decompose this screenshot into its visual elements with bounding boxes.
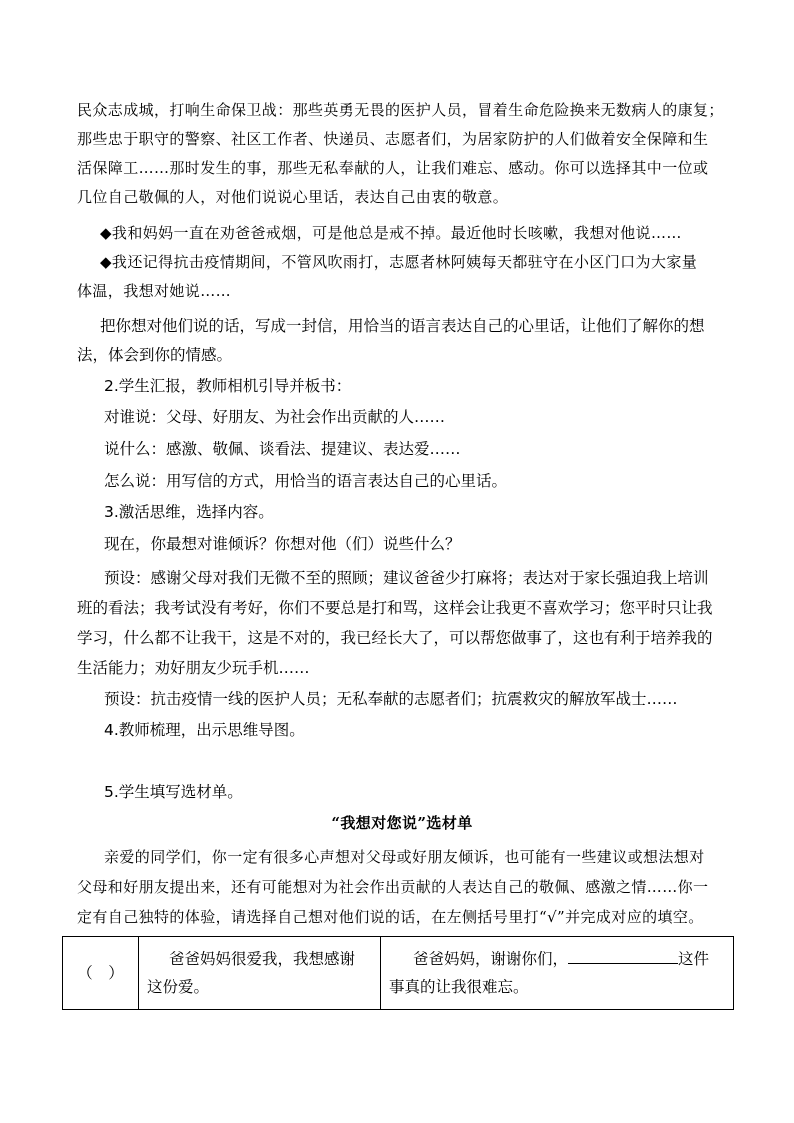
step-5: 5.学生填写选材单。 (104, 783, 243, 801)
board-who: 对谁说：父母、好朋友、为社会作出贡献的人…… (104, 408, 446, 426)
preset-1-line-3: 学习，什么都不让我干，这是不对的，我已经长大了，可以帮您做事了，这也有利于培养我的 (77, 629, 713, 647)
bullet-item-2-line-1: ◆我还记得抗击疫情期间，不管风吹雨打，志愿者林阿姨每天都驻守在小区门口为大家量 (100, 253, 698, 271)
right-cell (381, 937, 734, 1010)
right-prefix: 爸爸妈妈，谢谢你们， (413, 950, 569, 968)
preset-1-line-2: 班的看法；我考试没有考好，你们不要总是打和骂，这样会让我更不喜欢学习；您平时只让我 (77, 599, 713, 617)
sheet-intro-line-3: 定有自己独特的体验，请选择自己想对他们说的话，在左侧括号里打“√”并完成对应的填空。 (77, 908, 704, 926)
board-how: 怎么说：用写信的方式，用恰当的语言表达自己的心里话。 (104, 472, 508, 490)
step-4: 4.教师梳理，出示思维导图。 (104, 721, 305, 739)
checkbox-bracket-cell[interactable] (63, 937, 139, 1010)
sheet-title: “我想对您说”选材单 (331, 814, 473, 832)
checkbox-bracket[interactable]: （ ） (77, 964, 124, 982)
fill-blank[interactable] (568, 949, 678, 964)
sheet-intro-line-1: 亲爱的同学们，你一定有很多心声想对父母或好朋友倾诉，也可能有一些建议或想法想对 (104, 848, 705, 866)
bullet-item-2-line-2: 体温，我想对她说…… (77, 282, 232, 300)
right-line-1 (389, 945, 733, 973)
bullet-item-1: ◆我和妈妈一直在劝爸爸戒烟，可是他总是戒不掉。最近他时长咳嗽，我想对他说…… (100, 224, 682, 242)
intro-line-3: 活保障工……那时发生的事，那些无私奉献的人，让我们难忘、感动。你可以选择其中一位或 (77, 159, 709, 177)
preset-1-line-4: 生活能力；劝好朋友少玩手机…… (77, 659, 310, 677)
letter-line-1: 把你想对他们说的话，写成一封信，用恰当的语言表达自己的心里话，让他们了解你的想 (100, 317, 705, 335)
right-suffix: 这件 (678, 950, 710, 968)
intro-line-1: 民众志成城，打响生命保卫战：那些英勇无畏的医护人员，冒着生命危险换来无数病人的康复； (77, 101, 724, 119)
intro-line-4: 几位自己敬佩的人，对他们说说心里话，表达自己由衷的敬意。 (77, 188, 509, 206)
letter-line-2: 法，体会到你的情感。 (77, 346, 233, 364)
step-3: 3.激活思维，选择内容。 (104, 503, 274, 521)
board-what: 说什么：感激、敬佩、谈看法、提建议、表达爱…… (104, 440, 461, 458)
step-2: 2.学生汇报，教师相机引导并板书： (104, 377, 352, 395)
question: 现在，你最想对谁倾诉？你想对他（们）说些什么？ (104, 535, 461, 553)
sheet-intro-line-2: 父母和好朋友提出来，还有可能想对为社会作出贡献的人表达自己的敬佩、感激之情……你一 (77, 878, 709, 896)
intro-line-2: 那些忠于职守的警察、社区工作者、快递员、志愿者们，为居家防护的人们做着安全保障和生 (77, 130, 709, 148)
table-row (63, 937, 734, 1010)
preset-1-line-1: 预设：感谢父母对我们无微不至的照顾；建议爸爸少打麻将；表达对于家长强迫我上培训 (104, 569, 709, 587)
middle-cell (139, 937, 381, 1010)
middle-line-2: 这份爱。 (147, 978, 210, 996)
preset-2: 预设：抗击疫情一线的医护人员；无私奉献的志愿者们；抗震救灾的解放军战士…… (104, 690, 678, 708)
selection-table (62, 936, 734, 1010)
middle-line-1: 爸爸妈妈很爱我，我想感谢 (169, 950, 356, 968)
right-line-2: 事真的让我很难忘。 (389, 978, 529, 996)
